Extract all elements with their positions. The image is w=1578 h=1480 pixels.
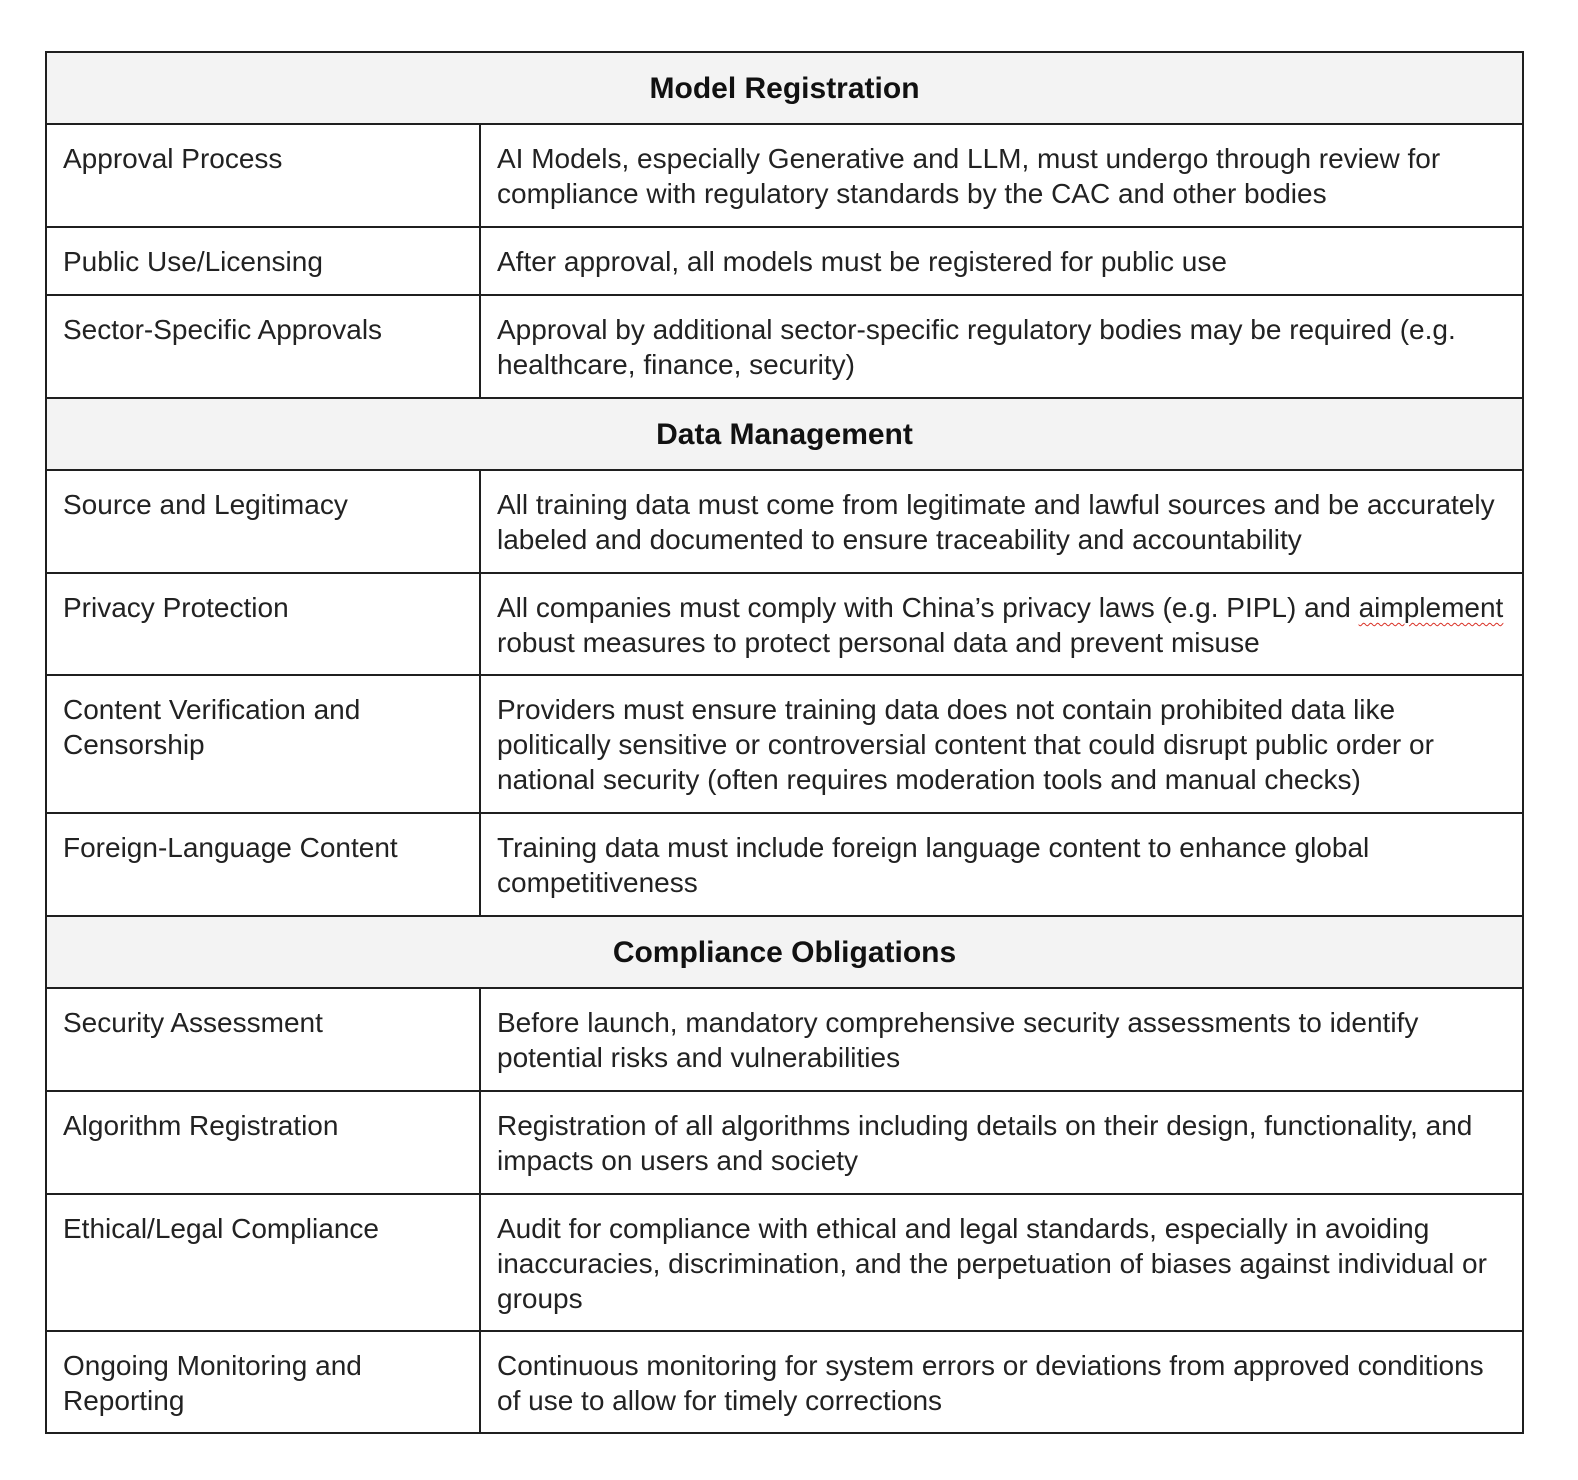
row-description: Registration of all algorithms including details on their design, functionality, and impacts on users and society	[480, 1091, 1523, 1194]
row-description: Before launch, mandatory comprehensive security assessments to identify potential risks and vulnerabilities	[480, 988, 1523, 1091]
row-label: Privacy Protection	[46, 573, 480, 675]
row-label: Algorithm Registration	[46, 1091, 480, 1194]
table-row	[46, 573, 1523, 675]
misspelled-word: aimplement	[1358, 592, 1504, 623]
table-row	[46, 295, 1523, 398]
table-row	[46, 988, 1523, 1091]
table-row	[46, 1331, 1523, 1433]
row-label: Ethical/Legal Compliance	[46, 1194, 480, 1331]
section-title: Model Registration	[46, 52, 1523, 124]
table-row	[46, 675, 1523, 813]
row-label: Foreign-Language Content	[46, 813, 480, 916]
row-description: AI Models, especially Generative and LLM, must undergo through review for compliance with regulatory standards by the CAC and other bodies	[480, 124, 1523, 227]
row-label: Approval Process	[46, 124, 480, 227]
row-description: All training data must come from legitimate and lawful sources and be accurately labeled and documented to ensure traceability and accountability	[480, 470, 1523, 573]
section-header-row	[46, 398, 1523, 470]
table-row	[46, 124, 1523, 227]
table-row	[46, 470, 1523, 573]
section-title: Data Management	[46, 398, 1523, 470]
section-header-row	[46, 52, 1523, 124]
row-description: After approval, all models must be registered for public use	[480, 227, 1523, 295]
table-row	[46, 1194, 1523, 1331]
description-text-end: robust measures to protect personal data and prevent misuse	[497, 627, 1260, 658]
row-label: Ongoing Monitoring and Reporting	[46, 1331, 480, 1433]
row-label: Sector-Specific Approvals	[46, 295, 480, 398]
row-description: Training data must include foreign language content to enhance global competitiveness	[480, 813, 1523, 916]
table-row	[46, 227, 1523, 295]
row-label: Security Assessment	[46, 988, 480, 1091]
description-text-start: All companies must comply with China’s privacy laws (e.g. PIPL) and	[497, 592, 1359, 623]
row-label: Public Use/Licensing	[46, 227, 480, 295]
row-description: Continuous monitoring for system errors or deviations from approved conditions of use to allow for timely corrections	[480, 1331, 1523, 1433]
row-description: Providers must ensure training data does not contain prohibited data like politically sensitive or controversial content that could disrupt public order or national security (often requires moderation tools and manual checks)	[480, 675, 1523, 813]
regulation-table	[45, 51, 1524, 1434]
section-title: Compliance Obligations	[46, 916, 1523, 988]
row-description: Audit for compliance with ethical and legal standards, especially in avoiding inaccuracies, discrimination, and the perpetuation of biases against individual or groups	[480, 1194, 1523, 1331]
section-header-row	[46, 916, 1523, 988]
table-row	[46, 1091, 1523, 1194]
table-row	[46, 813, 1523, 916]
row-description: Approval by additional sector-specific regulatory bodies may be required (e.g. healthcare, finance, security)	[480, 295, 1523, 398]
row-description	[480, 573, 1523, 675]
row-label: Content Verification and Censorship	[46, 675, 480, 813]
row-label: Source and Legitimacy	[46, 470, 480, 573]
